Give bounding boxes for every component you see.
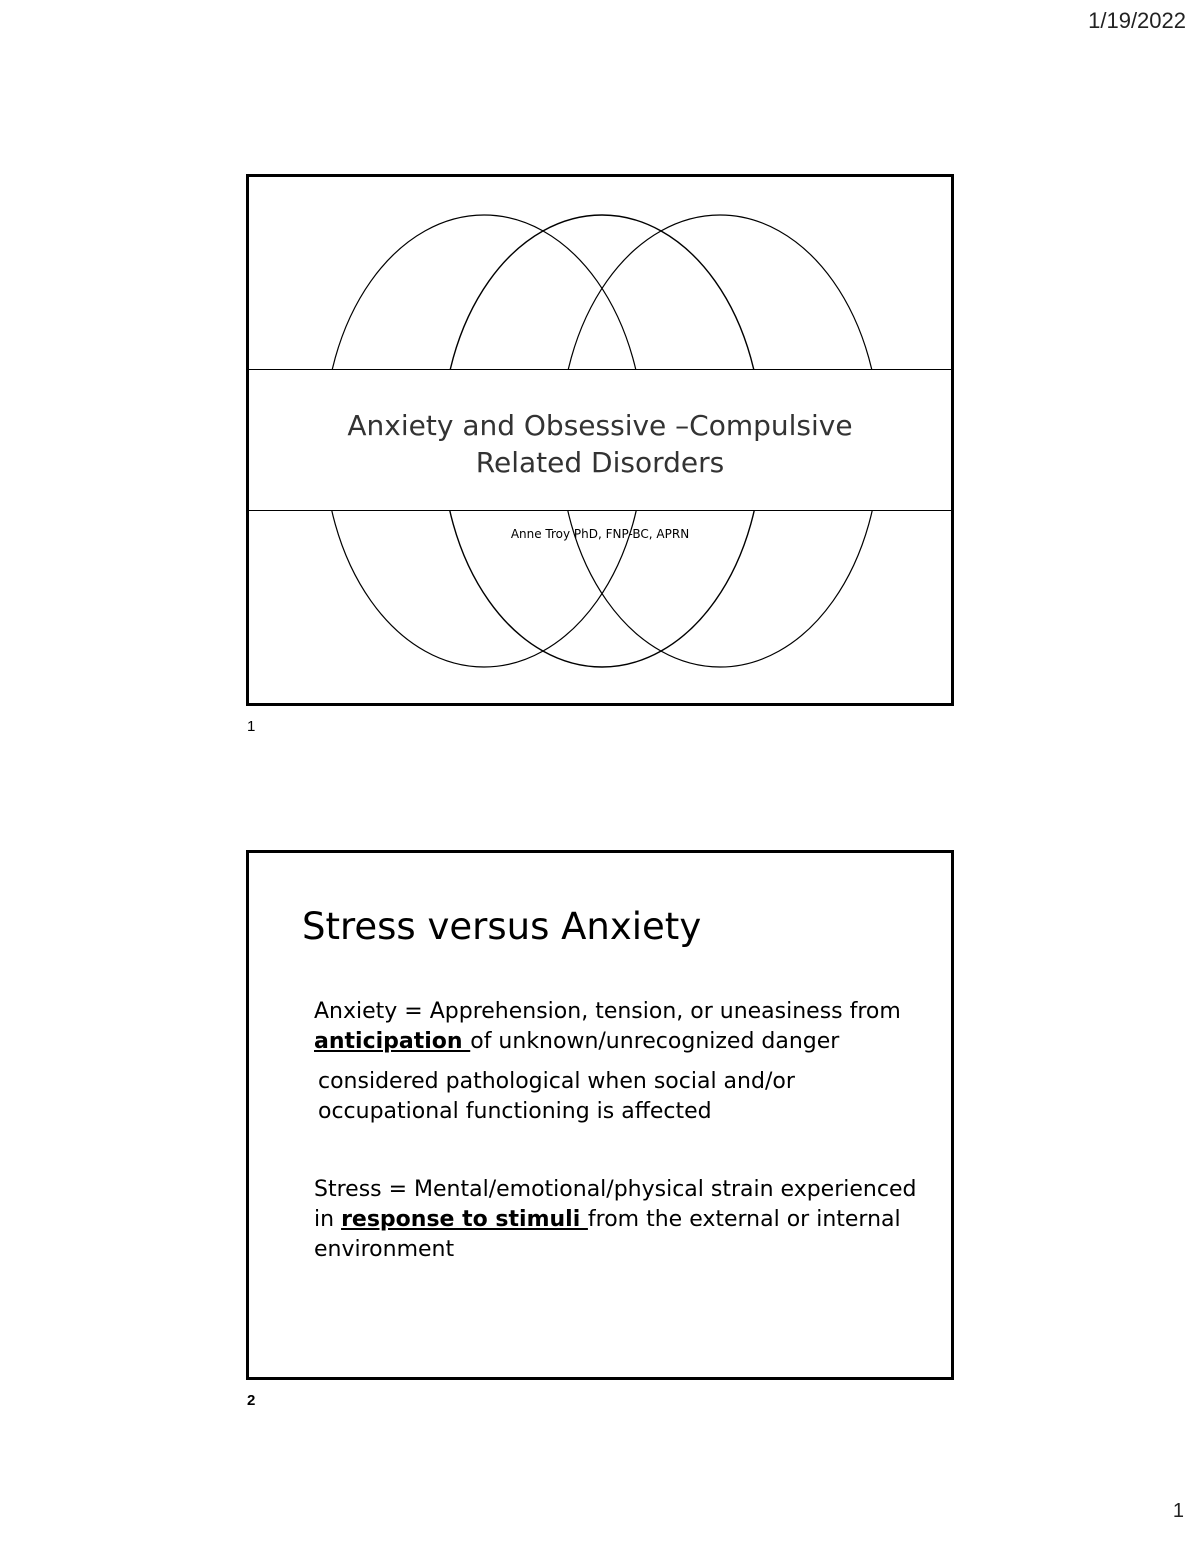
slide-1-title (249, 407, 951, 481)
anxiety-definition-end: of unknown/unrecognized danger (470, 1029, 840, 1054)
slide-2-title: Stress versus Anxiety (302, 905, 702, 948)
slide-1-title-line-1: Anxiety and Obsessive –Compulsive (347, 409, 853, 442)
anticipation-emphasis: anticipation (314, 1029, 471, 1054)
slide-2 (246, 850, 954, 1380)
print-date: 1/19/2022 (1088, 8, 1186, 33)
slide-1-title-line-2: Related Disorders (475, 446, 725, 479)
page-number: 1 (1172, 1500, 1184, 1522)
response-to-stimuli-emphasis: response to stimuli (341, 1207, 588, 1232)
stress-definition-end: from the external or internal environment (314, 1207, 901, 1262)
slide-2-number: 2 (247, 1392, 256, 1409)
anxiety-definition-text: Anxiety = Apprehension, tension, or uneasiness from (314, 999, 901, 1024)
slide-1 (246, 174, 954, 706)
pathological-note: considered pathological when social and/or occupational functioning is affected (318, 1069, 795, 1124)
stress-definition (314, 1175, 934, 1265)
slide-1-author: Anne Troy PhD, FNP-BC, APRN (510, 527, 690, 541)
anxiety-definition (314, 997, 934, 1057)
slide-1-number: 1 (247, 718, 256, 735)
stress-definition-text: Stress = Mental/emotional/physical strain experienced in (314, 1177, 917, 1232)
slide-2-body (314, 997, 934, 1265)
